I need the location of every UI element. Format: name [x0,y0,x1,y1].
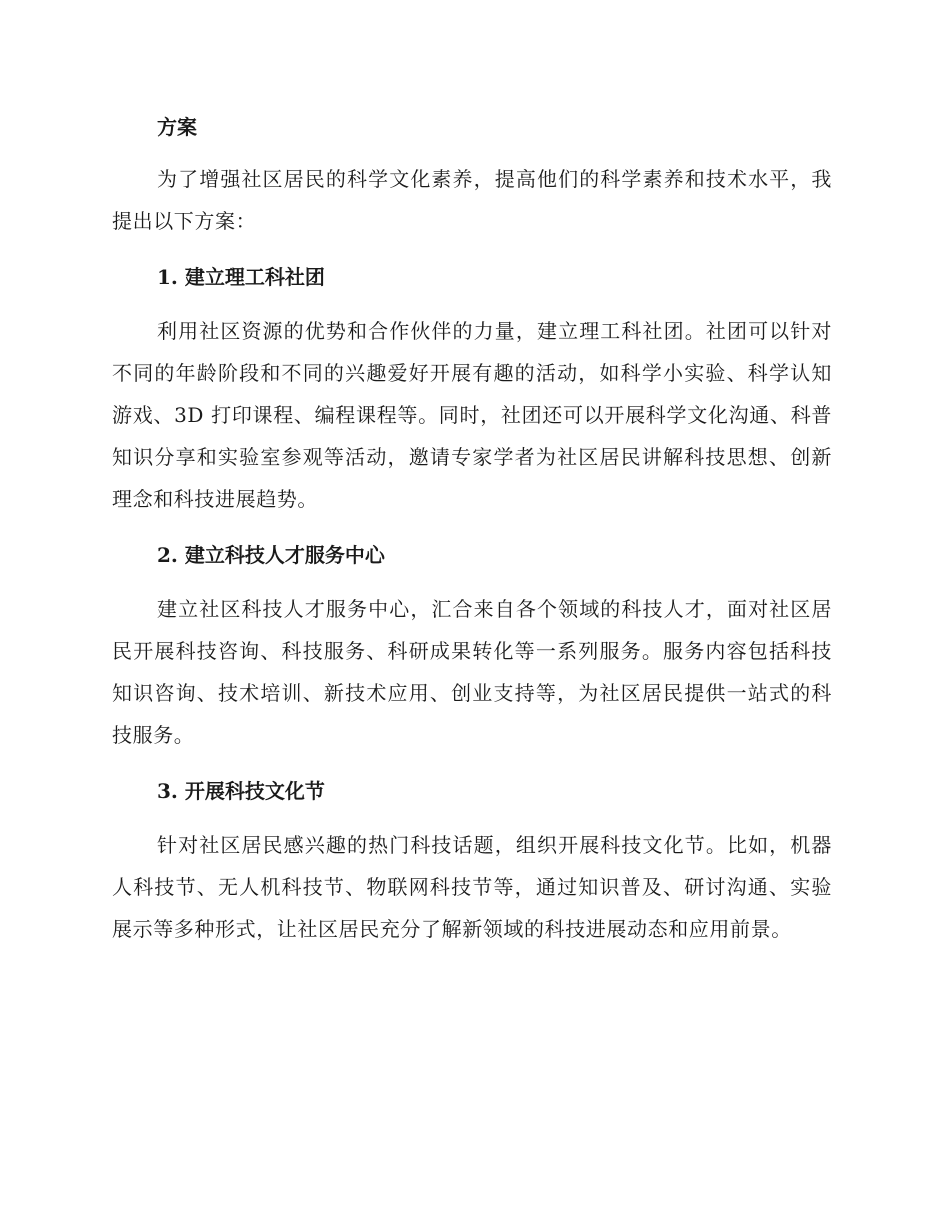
section-paragraph: 针对社区居民感兴趣的热门科技话题，组织开展科技文化节。比如，机器人科技节、无人机科技节、物联网科技节等，通过知识普及、研讨沟通、实验展示等多种形式，让社区居民充分了解新领域的科技进展动态和应用前景。 [112,833,832,941]
section-tech-culture-festival [112,770,832,950]
intro-paragraph: 为了增强社区居民的科学文化素养，提高他们的科学素养和技术水平，我提出以下方案： [112,167,832,233]
section-heading: 3. 开展科技文化节 [157,779,325,803]
section-science-club [112,256,832,520]
section-heading: 2. 建立科技人才服务中心 [157,543,385,567]
section-paragraph: 建立社区科技人才服务中心，汇合来自各个领域的科技人才，面对社区居民开展科技咨询、科技服务、科研成果转化等一系列服务。服务内容包括科技知识咨询、技术培训、新技术应用、创业支持等，为社区居民提供一站式的科技服务。 [112,597,832,747]
document-title: 方案 [157,115,197,139]
section-talent-service-center [112,534,832,756]
section-heading: 1. 建立理工科社团 [157,265,325,289]
section-paragraph: 利用社区资源的优势和合作伙伴的力量，建立理工科社团。社团可以针对不同的年龄阶段和不同的兴趣爱好开展有趣的活动，如科学小实验、科学认知游戏、3D 打印课程、编程课程等。同时，社团还可以开展科学文化沟通、科普知识分享和实验室参观等活动，邀请专家学者为社区居民讲解科技思想、创新理念和科技进展趋势。 [112,319,832,511]
document-body [112,106,832,950]
